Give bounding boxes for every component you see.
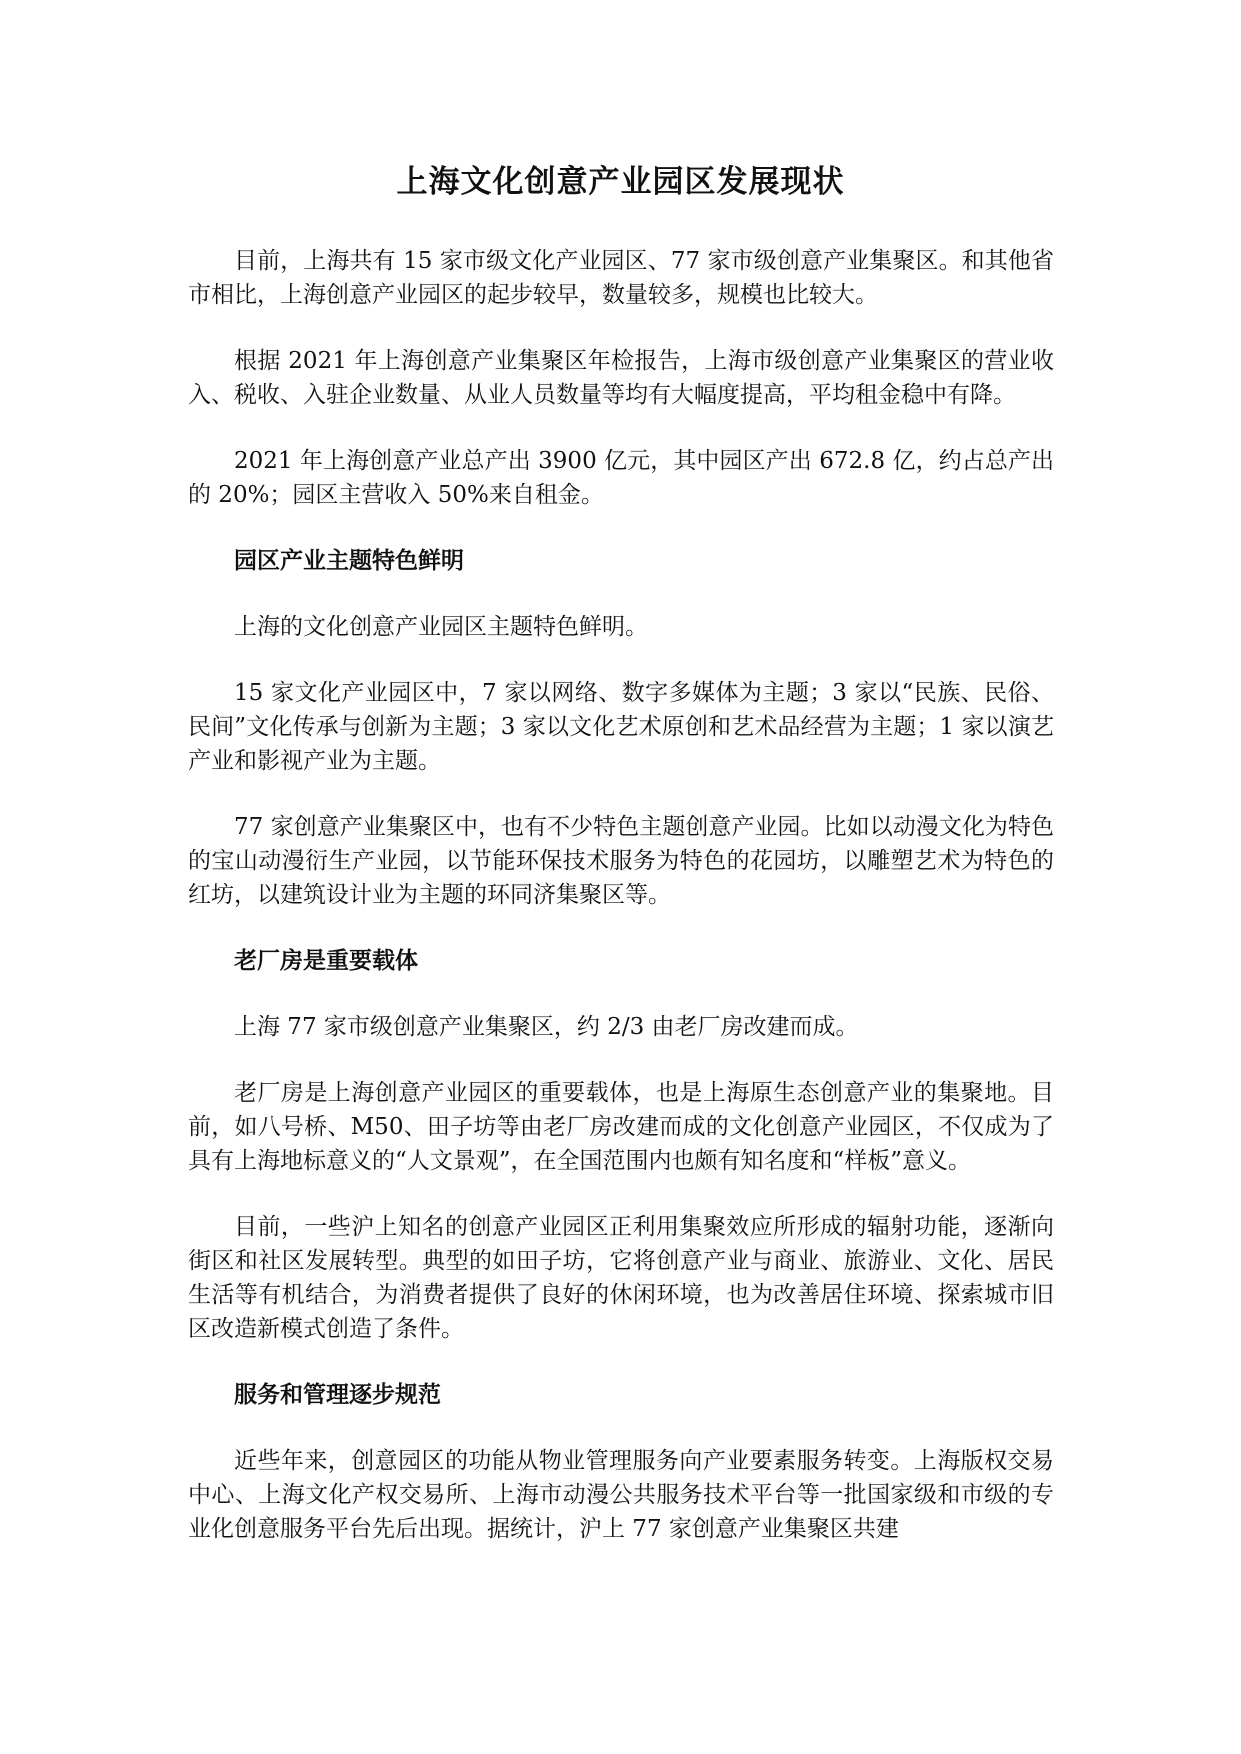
paragraph: 老厂房是上海创意产业园区的重要载体，也是上海原生态创意产业的集聚地。目前，如八号桥、M50、田子坊等由老厂房改建而成的文化创意产业园区，不仅成为了具有上海地标意义的“人文景观”，在全国范围内也颇有知名度和“样板”意义。 <box>188 1080 1054 1174</box>
paragraph: 根据 2021 年上海创意产业集聚区年检报告，上海市级创意产业集聚区的营业收入、税收、入驻企业数量、从业人员数量等均有大幅度提高，平均租金稳中有降。 <box>188 348 1054 408</box>
paragraph: 77 家创意产业集聚区中，也有不少特色主题创意产业园。比如以动漫文化为特色的宝山动漫衍生产业园，以节能环保技术服务为特色的花园坊，以雕塑艺术为特色的红坊，以建筑设计业为主题的环同济集聚区等。 <box>188 814 1054 908</box>
paragraph: 上海的文化创意产业园区主题特色鲜明。 <box>234 614 648 640</box>
paragraph: 15 家文化产业园区中，7 家以网络、数字多媒体为主题；3 家以“民族、民俗、民间”文化传承与创新为主题；3 家以文化艺术原创和艺术品经营为主题；1 家以演艺产业和影视产业为主题。 <box>188 680 1054 774</box>
paragraph: 目前，一些沪上知名的创意产业园区正利用集聚效应所形成的辐射功能，逐渐向街区和社区发展转型。典型的如田子坊，它将创意产业与商业、旅游业、文化、居民生活等有机结合，为消费者提供了良好的休闲环境，也为改善居住环境、探索城市旧区改造新模式创造了条件。 <box>188 1214 1054 1342</box>
section-heading: 老厂房是重要载体 <box>234 947 418 974</box>
document-title: 上海文化创意产业园区发展现状 <box>396 164 845 200</box>
paragraph: 上海 77 家市级创意产业集聚区，约 2/3 由老厂房改建而成。 <box>234 1014 859 1040</box>
paragraph: 近些年来，创意园区的功能从物业管理服务向产业要素服务转变。上海版权交易中心、上海文化产权交易所、上海市动漫公共服务技术平台等一批国家级和市级的专业化创意服务平台先后出现。据统计，沪上 77 家创意产业集聚区共建 <box>188 1448 1054 1542</box>
paragraph: 目前，上海共有 15 家市级文化产业园区、77 家市级创意产业集聚区。和其他省市相比，上海创意产业园区的起步较早，数量较多，规模也比较大。 <box>188 248 1054 308</box>
section-heading: 园区产业主题特色鲜明 <box>234 547 464 574</box>
document-body <box>188 244 1054 1578</box>
paragraph: 2021 年上海创意产业总产出 3900 亿元，其中园区产出 672.8 亿，约占总产出的 20%；园区主营收入 50%来自租金。 <box>188 448 1054 508</box>
section-heading: 服务和管理逐步规范 <box>234 1381 441 1408</box>
